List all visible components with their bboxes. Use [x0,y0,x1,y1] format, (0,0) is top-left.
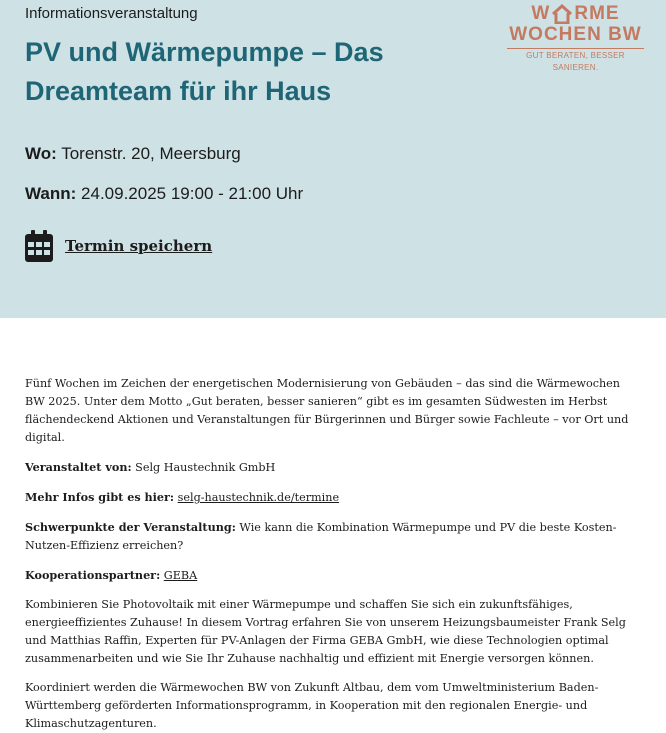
event-hero [0,0,666,318]
event-type: Informationsveranstaltung [25,5,198,22]
save-event-label: Termin speichern [65,237,213,255]
time-label: Wann: [25,184,77,203]
partner-row [25,566,641,585]
event-description [0,318,666,733]
more-info-link[interactable]: selg-haustechnik.de/termine [177,491,340,504]
house-icon [551,4,573,24]
logo-line2: WOCHEN BW [509,24,642,45]
intro-paragraph: Fünf Wochen im Zeichen der energetischen Modernisierung von Gebäuden – das sind die Wärmewochen BW 2025. Unter dem Motto „Gut beraten, besser sanieren“ gibt es im gesamten Südwesten im Herbst flächendeckend Aktionen und Veranstaltungen für Bürgerinnen und Bürger sowie Fachleute – vor Ort und digital. [25,377,629,444]
page-title: PV und Wärmepumpe – Das Dreamteam für ihr Haus [25,37,384,106]
event-location [25,143,241,165]
location-label: Wo: [25,144,57,163]
calendar-icon [25,230,53,262]
logo-line1-end: RME [574,3,620,24]
partner-label: Kooperationspartner: [25,568,161,582]
logo-line1-start: W [531,3,551,24]
partner-link[interactable]: GEBA [163,569,198,582]
save-event-link[interactable] [25,230,212,262]
focus-value: Wie kann die Kombination Wärmepumpe und PV die beste Kosten-Nutzen-Effizienz erreichen? [25,521,617,552]
organizer-label: Veranstaltet von: [25,460,132,474]
focus-row [25,518,641,555]
organizer-value: Selg Haustechnik GmbH [135,461,276,474]
event-time [25,183,303,205]
more-info-row [25,488,641,507]
description-paragraph: Kombinieren Sie Photovoltaik mit einer Wärmepumpe und schaffen Sie sich ein zukunftsfähiges, energieeffizientes Zuhause! In diesem Vortrag erfahren Sie von unserem Heizungsbaumeister Frank Selg und Matthias Raffin, Experten für PV-Anlagen der Firma GEBA GmbH, wie diese Technologien optimal zusammenarbeiten und wie Sie Ihr Zuhause nachhaltig und effizient mit Energie versorgen können. [25,598,626,665]
time-value: 24.09.2025 19:00 - 21:00 Uhr [81,184,304,203]
location-value: Torenstr. 20, Meersburg [61,144,241,163]
logo-line1 [507,4,644,24]
logo-tagline: GUT BERATEN, BESSER SANIEREN. [507,48,644,74]
organizer-row [25,458,641,477]
coordination-paragraph: Koordiniert werden die Wärmewochen BW von Zukunft Altbau, dem vom Umweltministerium Baden-Württemberg geförderten Informationsprogramm, in Kooperation mit den regionalen Energie- und Klimaschutzagenturen. [25,681,599,730]
more-info-label: Mehr Infos gibt es hier: [25,490,175,504]
waermewochen-logo[interactable] [507,4,644,74]
focus-label: Schwerpunkte der Veranstaltung: [25,520,236,534]
